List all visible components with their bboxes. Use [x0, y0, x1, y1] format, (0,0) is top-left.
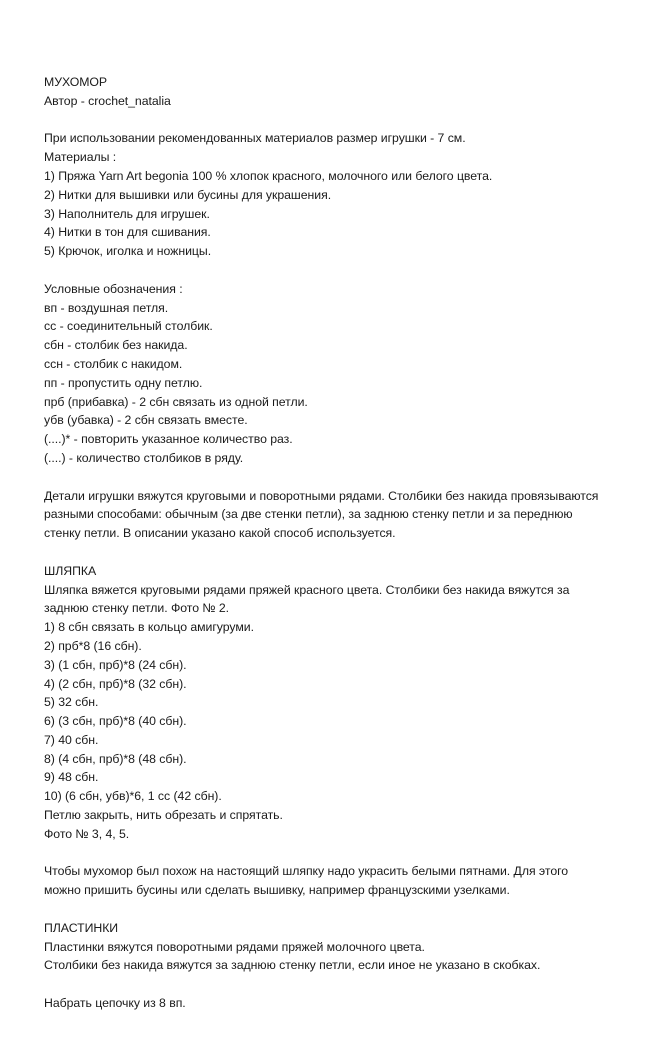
- hat-heading: ШЛЯПКА: [44, 563, 97, 578]
- hat-row: 3) (1 сбн, прб)*8 (24 сбн).: [44, 657, 187, 672]
- spacer: [44, 261, 644, 280]
- legend-item: (....)* - повторить указанное количество раз.: [44, 432, 293, 447]
- hat-finish-line: Петлю закрыть, нить обрезать и спрятать.: [44, 808, 283, 823]
- hat-row: 2) прб*8 (16 сбн).: [44, 638, 142, 653]
- hat-row: 7) 40 сбн.: [44, 732, 99, 747]
- legend-item: (....) - количество столбиков в ряду.: [44, 450, 244, 465]
- plates-heading: ПЛАСТИНКИ: [44, 920, 119, 935]
- details-note-line: стенку петли. В описании указано какой способ используется.: [44, 526, 396, 541]
- materials-item: 5) Крючок, иголка и ножницы.: [44, 244, 212, 259]
- spacer: [44, 844, 644, 863]
- materials-item: 1) Пряжа Yarn Art begonia 100 % хлопок красного, молочного или белого цвета.: [44, 168, 493, 183]
- legend-item: вп - воздушная петля.: [44, 300, 169, 315]
- hat-intro-line: заднюю стенку петли. Фото № 2.: [44, 601, 230, 616]
- hat-row: 6) (3 сбн, прб)*8 (40 сбн).: [44, 714, 187, 729]
- hat-row: 8) (4 сбн, прб)*8 (48 сбн).: [44, 751, 187, 766]
- decoration-note-line: Чтобы мухомор был похож на настоящий шляпку надо украсить белыми пятнами. Для этого: [44, 864, 569, 879]
- plates-line: Столбики без накида вяжутся за заднюю стенку петли, если иное не указано в скобках.: [44, 958, 541, 973]
- spacer: [44, 975, 644, 994]
- materials-item: 4) Нитки в тон для сшивания.: [44, 225, 211, 240]
- plates-line: Пластинки вяжутся поворотными рядами пряжей молочного цвета.: [44, 939, 425, 954]
- document-page: [44, 73, 644, 1013]
- document-title: МУХОМОР: [44, 75, 108, 89]
- spacer: [44, 543, 644, 562]
- details-note-line: Детали игрушки вяжутся круговыми и поворотными рядами. Столбики без накида провязываются: [44, 488, 599, 503]
- materials-item: 3) Наполнитель для игрушек.: [44, 206, 210, 221]
- author-line: Автор - crochet_natalia: [44, 93, 171, 108]
- legend-item: сс - соединительный столбик.: [44, 319, 213, 334]
- legend-item: пп - пропустить одну петлю.: [44, 375, 203, 390]
- legend-item: убв (убавка) - 2 сбн связать вместе.: [44, 413, 248, 428]
- decoration-note-line: можно пришить бусины или сделать вышивку, например французскими узелками.: [44, 883, 510, 898]
- hat-photos-line: Фото № 3, 4, 5.: [44, 826, 130, 841]
- legend-item: сбн - столбик без накида.: [44, 338, 188, 353]
- details-note-line: разными способами: обычным (за две стенки петли), за заднюю стенку петли и за переднюю: [44, 507, 573, 522]
- hat-row: 4) (2 сбн, прб)*8 (32 сбн).: [44, 676, 187, 691]
- materials-heading: Материалы :: [44, 150, 117, 165]
- plates-start-line: Набрать цепочку из 8 вп.: [44, 996, 186, 1011]
- hat-row: 9) 48 сбн.: [44, 770, 99, 785]
- legend-item: ссн - столбик с накидом.: [44, 356, 183, 371]
- legend-item: прб (прибавка) - 2 сбн связать из одной петли.: [44, 394, 308, 409]
- spacer: [44, 111, 644, 130]
- hat-row: 1) 8 сбн связать в кольцо амигуруми.: [44, 620, 254, 635]
- legend-heading: Условные обозначения :: [44, 281, 183, 296]
- materials-item: 2) Нитки для вышивки или бусины для украшения.: [44, 187, 332, 202]
- intro-line: При использовании рекомендованных материалов размер игрушки - 7 см.: [44, 131, 466, 146]
- hat-row: 5) 32 сбн.: [44, 695, 99, 710]
- spacer: [44, 900, 644, 919]
- hat-row: 10) (6 сбн, убв)*6, 1 сс (42 сбн).: [44, 789, 222, 804]
- spacer: [44, 468, 644, 487]
- hat-intro-line: Шляпка вяжется круговыми рядами пряжей красного цвета. Столбики без накида вяжутся за: [44, 582, 570, 597]
